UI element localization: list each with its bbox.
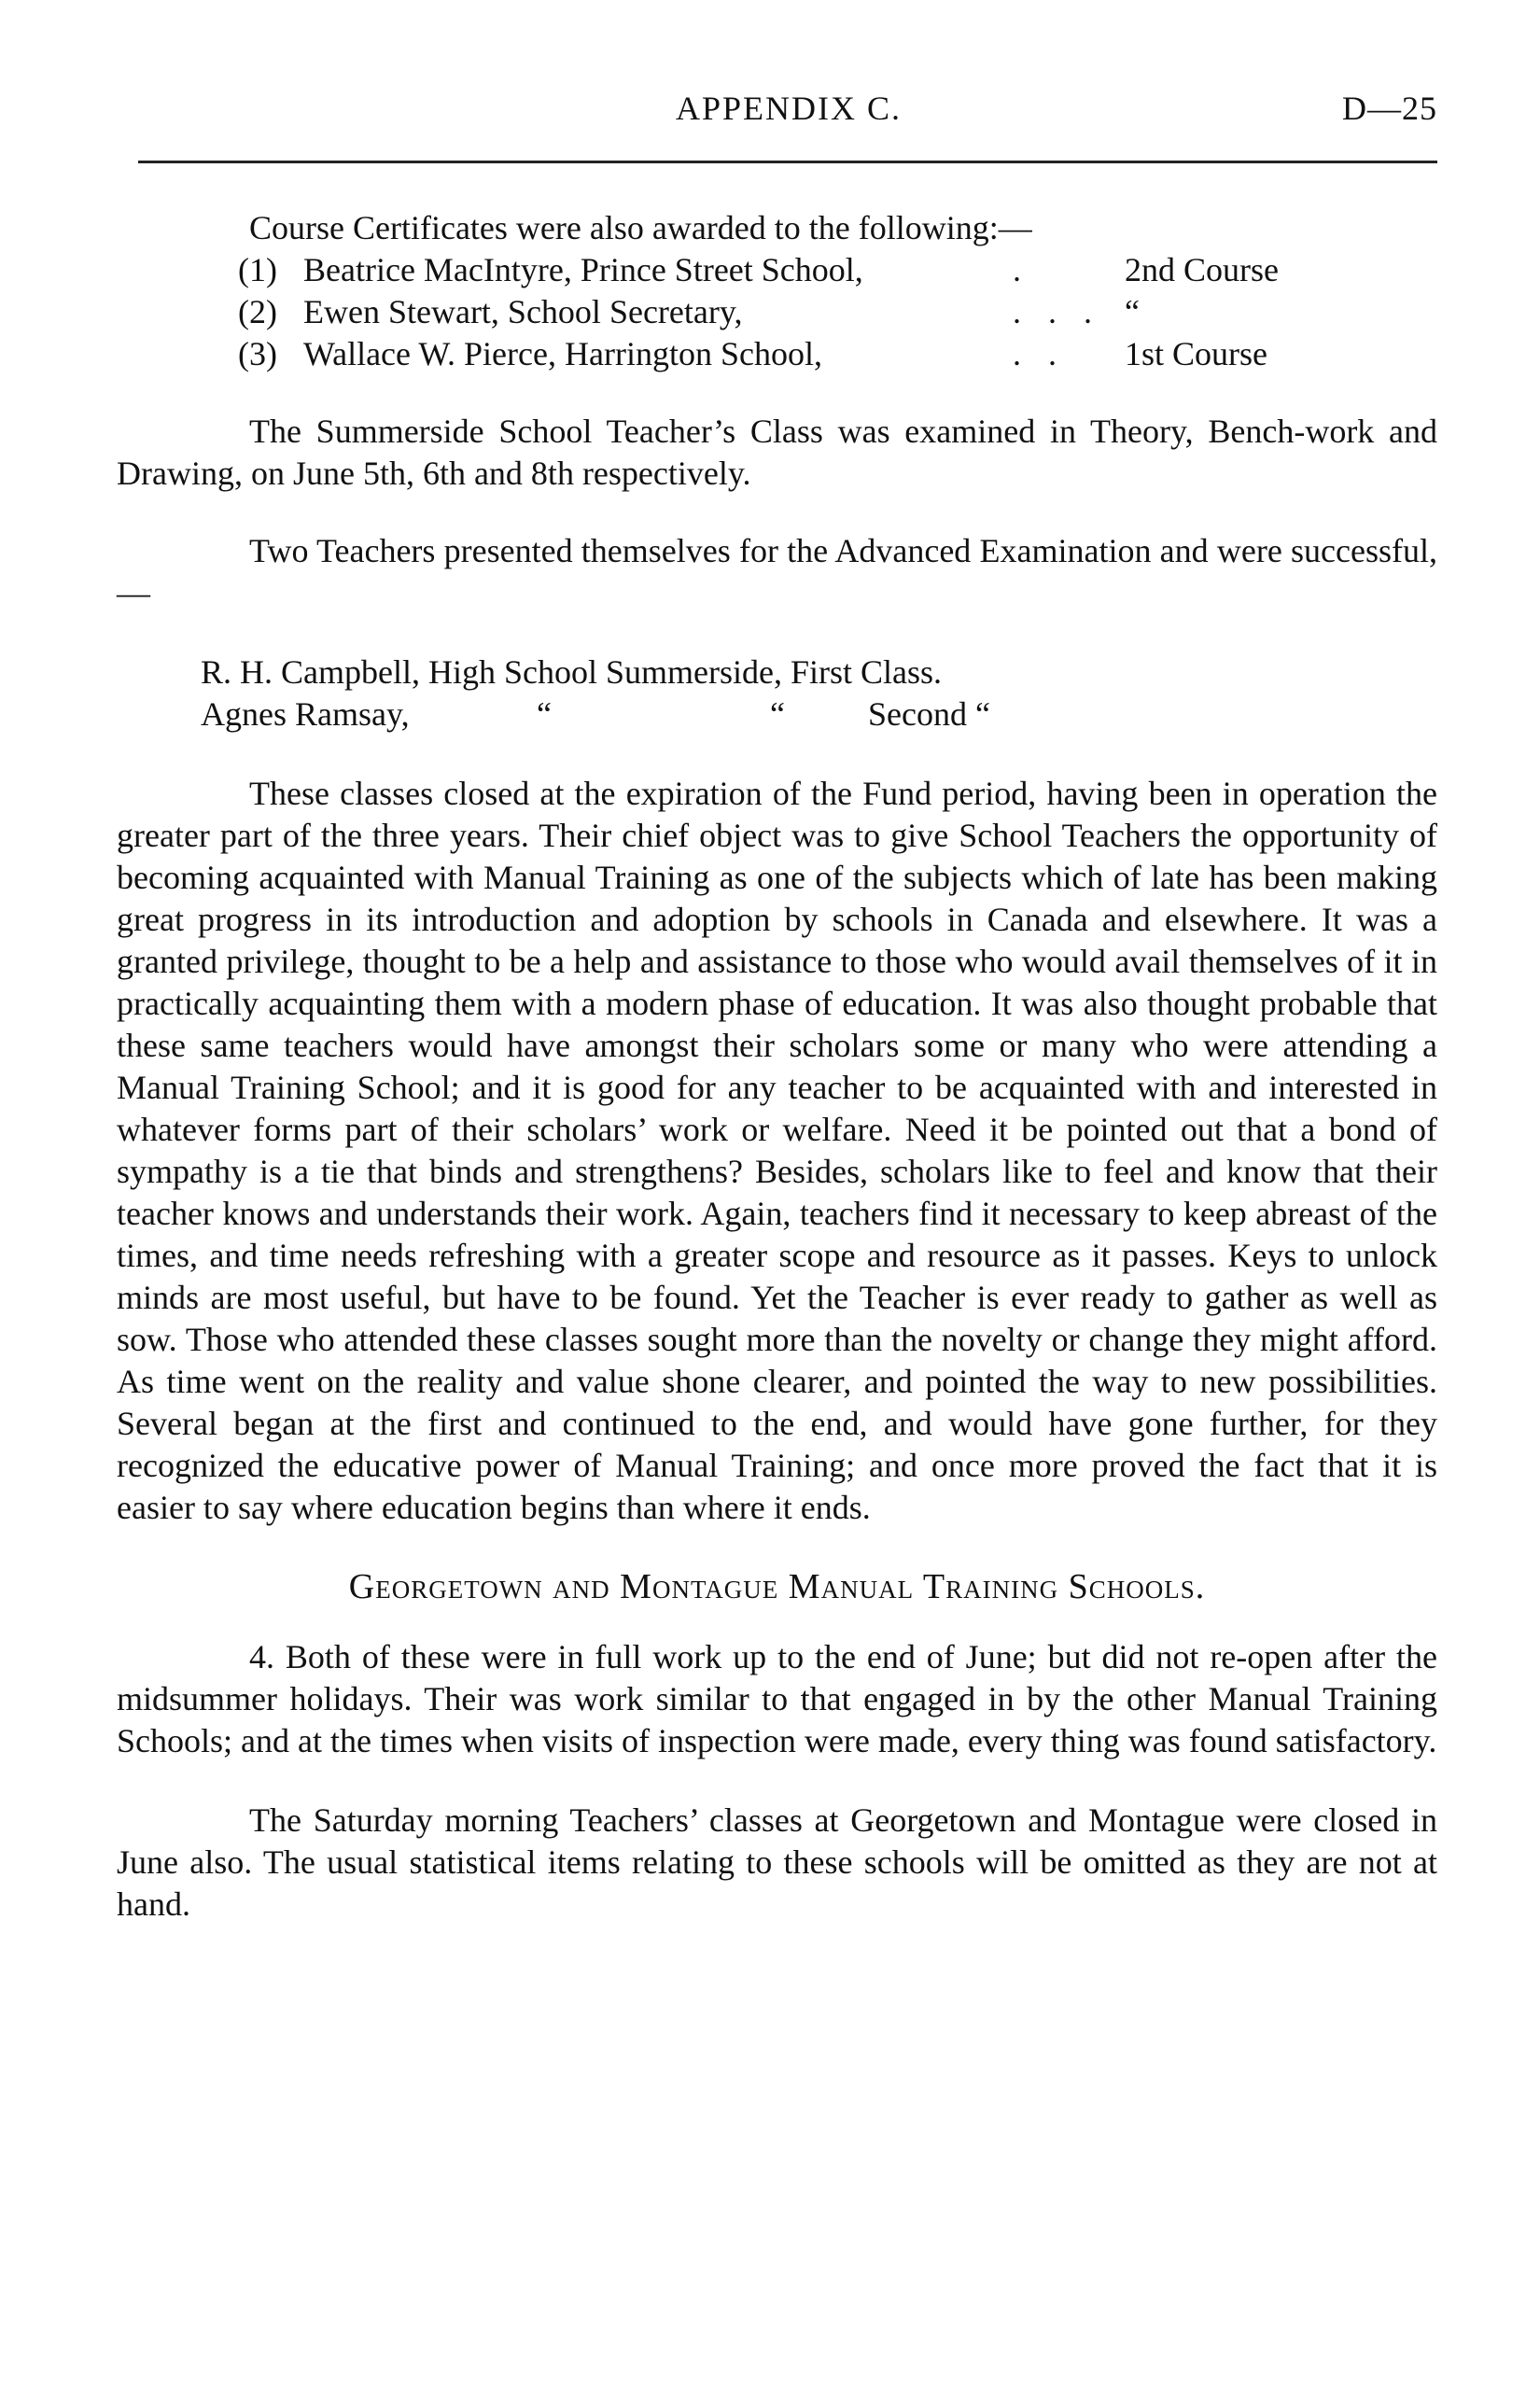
certificate-entry: [117, 291, 1437, 333]
certificate-entry: [117, 249, 1437, 291]
certificates-list: [117, 249, 1437, 375]
section-4-paragraph: 4. Both of these were in full work up to the end of June; but did not re-open after the midsummer holidays. Their was work similar to that engaged in by the other Manual Training Schools; and at the times when visits of inspection were made, every thing was found satisfactory.: [117, 1638, 1437, 1759]
certificate-course: 2nd Course: [1125, 251, 1279, 288]
saturday-classes-paragraph: The Saturday morning Teachers’ classes at Georgetown and Montague were closed in June also. The usual statistical items relating to these schools will be omitted as they are not at hand.: [117, 1801, 1437, 1923]
leader-dots: . .: [1013, 335, 1066, 372]
certificate-recipient: Beatrice MacIntyre, Prince Street School,: [303, 251, 863, 288]
classes-paragraph: These classes closed at the expiration of the Fund period, having been in operation the greater part of the three years. Their chief object was to give School Teachers the opportunity of becoming acquainted with Manual Training as one of the subjects which of late has been making great progress in its introduction and adoption by schools in Canada and elsewhere. It was a granted privilege, thought to be a help and assistance to those who would avail themselves of it in practically acquainting them with a modern phase of education. It was also thought probable that these same teachers would have amongst their scholars some or many who were attending a Manual Training School; and it is good for any teacher to be acquainted with and interested in whatever forms part of their scholars’ work or welfare. Need it be pointed out that a bond of sympathy is a tie that binds and strengthens? Besides, scholars like to feel and know that their teacher knows and understands their work. Again, teachers find it necessary to keep abreast of the times, and time needs refreshing with a greater scope and resource as it passes. Keys to unlock minds are most useful, but have to be found. Yet the Teacher is ever ready to gather as well as sow. Those who attended these classes sought more than the novelty or change they might afford. As time went on the reality and value shone clearer, and pointed the way to new possibilities. Several began at the first and continued to the end, and would have gone further, for they recognized the educative power of Manual Training; and once more proved the fact that it is easier to say where education begins than where it ends.: [117, 775, 1437, 1526]
certificate-number: (1): [238, 251, 277, 288]
certificate-course: “: [1125, 293, 1140, 330]
page-header: [140, 89, 1437, 135]
leader-dots: .: [1013, 251, 1030, 288]
certificates-intro: Course Certificates were also awarded to the following:—: [249, 209, 1032, 246]
exam-result: R. H. Campbell, High School Summerside, First Class.: [201, 653, 943, 691]
section-heading: Georgetown and Montague Manual Training Schools.: [348, 1567, 1206, 1606]
certificate-recipient: Ewen Stewart, School Secretary,: [303, 293, 743, 330]
exam-candidate: Agnes Ramsay,: [201, 695, 410, 733]
ditto-mark: “: [770, 695, 785, 733]
ditto-mark: “: [537, 695, 552, 733]
certificate-entry: [117, 333, 1437, 375]
page-number: D—25: [1342, 90, 1437, 127]
exam-result-row: [117, 694, 1437, 736]
certificate-number: (2): [238, 293, 277, 330]
certificate-number: (3): [238, 335, 277, 372]
advanced-exam-paragraph: Two Teachers presented themselves for the Advanced Examination and were successful,—: [117, 532, 1437, 611]
exam-result-row: [117, 652, 1437, 694]
summerside-paragraph: The Summerside School Teacher’s Class was examined in Theory, Bench-work and Drawing, on June 5th, 6th and 8th respectively.: [117, 413, 1437, 492]
certificate-recipient: Wallace W. Pierce, Harrington School,: [303, 335, 822, 372]
exam-class: Second “: [868, 695, 990, 733]
header-rule: [138, 161, 1437, 163]
running-title: APPENDIX C.: [675, 90, 903, 127]
page-body: [117, 207, 1437, 1926]
certificate-course: 1st Course: [1125, 335, 1267, 372]
leader-dots: . . .: [1013, 293, 1101, 330]
